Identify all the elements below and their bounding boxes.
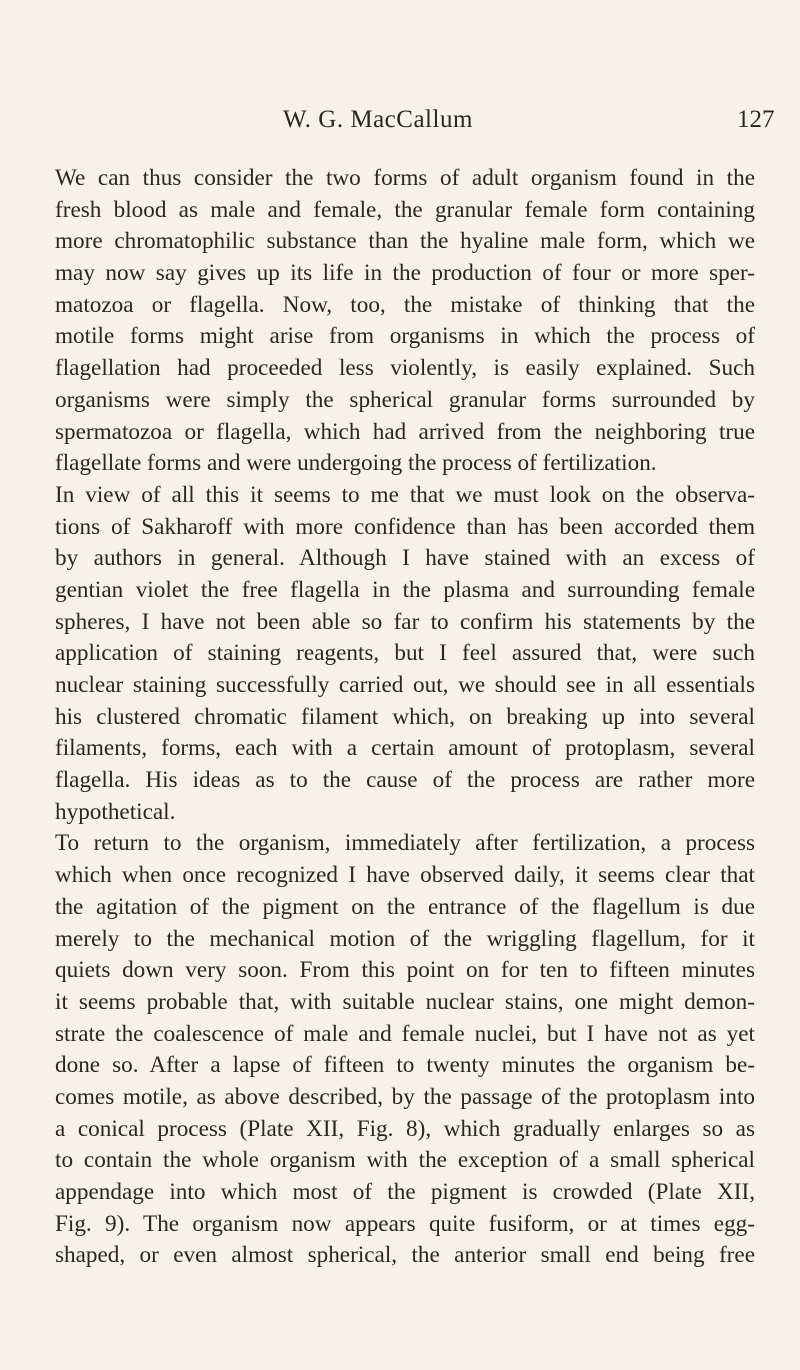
text-line: tions of Sakharoff with more confidence than has been accorded them	[55, 513, 755, 540]
text-line: shaped, or even almost spherical, the anterior small end being free	[55, 1242, 755, 1269]
text-line: appendage into which most of the pigment is crowded (Plate XII,	[55, 1179, 755, 1205]
text-line: fresh blood as male and female, the granular female form containing	[55, 196, 755, 223]
text-line: gentian violet the free flagella in the plasma and surrounding female	[55, 576, 755, 603]
text-line: motile forms might arise from organisms in which the process of	[55, 323, 755, 350]
text-line: matozoa or flagella. Now, too, the mistake of thinking that the	[55, 291, 755, 318]
text-line: it seems probable that, with suitable nuclear stains, one might demon-	[55, 988, 755, 1015]
text-line: his clustered chromatic filament which, on breaking up into several	[55, 703, 755, 730]
text-line: To return to the organism, immediately after fertilization, a process	[55, 830, 755, 857]
text-line: more chromatophilic substance than the hyaline male form, which we	[55, 228, 755, 255]
text-line: flagellate forms and were undergoing the process of fertilization.	[55, 450, 657, 477]
text-line: flagellation had proceeded less violently, is easily explained. Such	[55, 355, 755, 382]
text-line: strate the coalescence of male and female nuclei, but I have not as yet	[55, 1020, 755, 1047]
text-line: We can thus consider the two forms of adult organism found in the	[55, 165, 755, 191]
text-line: to contain the whole organism with the exception of a small spherical	[55, 1147, 755, 1174]
text-line: application of staining reagents, but I feel assured that, were such	[55, 640, 755, 667]
text-line: spheres, I have not been able so far to confirm his statements by the	[55, 608, 755, 635]
text-line: spermatozoa or flagella, which had arrived from the neighboring true	[55, 418, 755, 445]
text-line: merely to the mechanical motion of the wriggling flagellum, for it	[55, 925, 755, 952]
text-line: flagella. His ideas as to the cause of the process are rather more	[55, 767, 755, 794]
text-line: organisms were simply the spherical granular forms surrounded by	[55, 386, 755, 413]
running-head	[0, 106, 800, 146]
page-number: 127	[737, 106, 775, 133]
text-line: hypothetical.	[55, 798, 176, 825]
text-line: the agitation of the pigment on the entrance of the flagellum is due	[55, 893, 755, 920]
text-line: nuclear staining successfully carried out, we should see in all essentials	[55, 672, 755, 698]
text-line: which when once recognized I have observed daily, it seems clear that	[55, 862, 755, 889]
text-line: by authors in general. Although I have stained with an excess of	[55, 545, 755, 572]
text-line: Fig. 9). The organism now appears quite fusiform, or at times egg-	[55, 1210, 755, 1237]
text-line: may now say gives up its life in the production of four or more sper-	[55, 260, 755, 287]
text-line: In view of all this it seems to me that we must look on the observa-	[55, 481, 755, 508]
text-line: a conical process (Plate XII, Fig. 8), which gradually enlarges so as	[55, 1115, 755, 1142]
text-line: comes motile, as above described, by the passage of the protoplasm into	[55, 1083, 755, 1110]
text-line: filaments, forms, each with a certain amount of protoplasm, several	[55, 735, 755, 762]
body-text	[55, 163, 755, 1272]
running-head-author: W. G. MacCallum	[283, 106, 473, 133]
text-line: done so. After a lapse of fifteen to twenty minutes the organism be-	[55, 1052, 755, 1079]
text-line: quiets down very soon. From this point on for ten to fifteen minutes	[55, 957, 755, 984]
